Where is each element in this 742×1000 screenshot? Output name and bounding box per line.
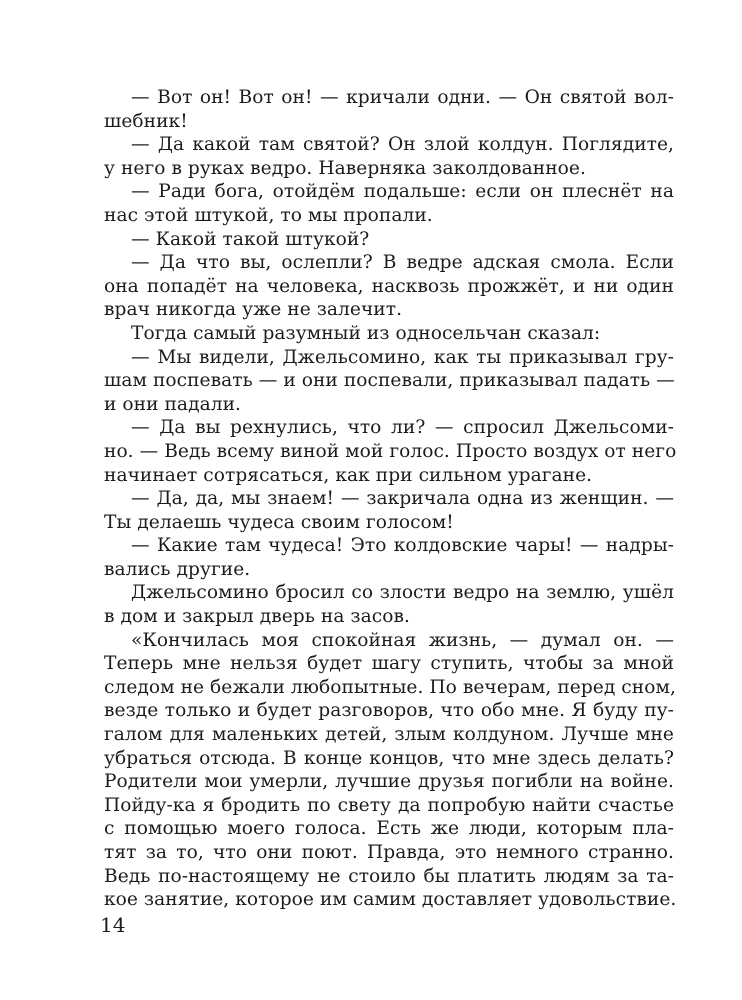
text-line: шам поспевать — и они поспевали, приказывал падать — [104, 370, 675, 392]
text-line: Пойду-ка я бродить по свету да попробую найти счастье [104, 794, 674, 816]
text-line: — Какие там чудеса! Это колдовские чары! — надры- [131, 535, 674, 557]
text-line: вались другие. [104, 558, 251, 580]
text-line: и они падали. [104, 393, 241, 415]
text-line: кое занятие, которое им самим доставляет удовольствие. [104, 889, 677, 911]
text-line: нас этой штукой, то мы пропали. [104, 204, 433, 226]
text-line: — Да что вы, ослепли? В ведре адская смола. Если [131, 252, 674, 274]
body-text [104, 86, 677, 912]
text-line: с помощью моего голоса. Есть же люди, которым пла- [104, 818, 674, 840]
text-line: следом не бежали любопытные. По вечерам, перед сном, [104, 676, 676, 698]
page-number: 14 [100, 913, 126, 937]
text-line: — Мы видели, Джельсомино, как ты приказывал гру- [131, 346, 674, 368]
text-line: убраться отсюда. В конце концов, что мне здесь делать? [104, 747, 674, 769]
text-line: — Ради бога, отойдём подальше: если он плеснёт на [131, 181, 674, 203]
text-line: — Какой такой штукой? [131, 228, 370, 250]
text-line: Теперь мне нельзя будет шагу ступить, чтобы за мной [104, 653, 674, 675]
text-line: Тогда самый разумный из односельчан сказал: [131, 322, 601, 344]
text-line: «Кончилась моя спокойная жизнь, — думал он. — [131, 629, 674, 651]
text-line: врач никогда уже не залечит. [104, 299, 403, 321]
text-line: Родители мои умерли, лучшие друзья погибли на войне. [104, 771, 674, 793]
text-line: но. — Ведь всему виной мой голос. Просто воздух от него [104, 440, 677, 462]
text-line: шебник! [104, 110, 188, 132]
text-line: — Вот он! Вот он! — кричали одни. — Он святой вол- [131, 87, 674, 108]
text-line: везде только и будет разговоров, что обо мне. Я буду пу- [104, 700, 674, 722]
text-line: Ты делаешь чудеса своим голосом! [104, 511, 454, 533]
text-line: — Да вы рехнулись, что ли? — спросил Джельсоми- [131, 417, 674, 439]
text-line: начинает сотрясаться, как при сильном урагане. [104, 464, 593, 486]
text-line: Джельсомино бросил со злости ведро на землю, ушёл [131, 582, 674, 604]
text-line: — Да какой там святой? Он злой колдун. Поглядите, [131, 134, 674, 156]
text-line: у него в руках ведро. Наверняка заколдованное. [104, 157, 586, 179]
text-line: тят за то, что они поют. Правда, это немного странно. [104, 842, 674, 863]
text-line: галом для маленьких детей, злым колдуном. Лучше мне [104, 724, 674, 746]
text-line: в дом и закрыл дверь на засов. [104, 606, 410, 628]
text-line: — Да, да, мы знаем! — закричала одна из женщин. — [131, 488, 674, 510]
text-line: Ведь по-настоящему не стоило бы платить людям за та- [104, 865, 674, 887]
text-line: она попадёт на человека, насквозь прожжёт, и ни один [104, 275, 674, 297]
